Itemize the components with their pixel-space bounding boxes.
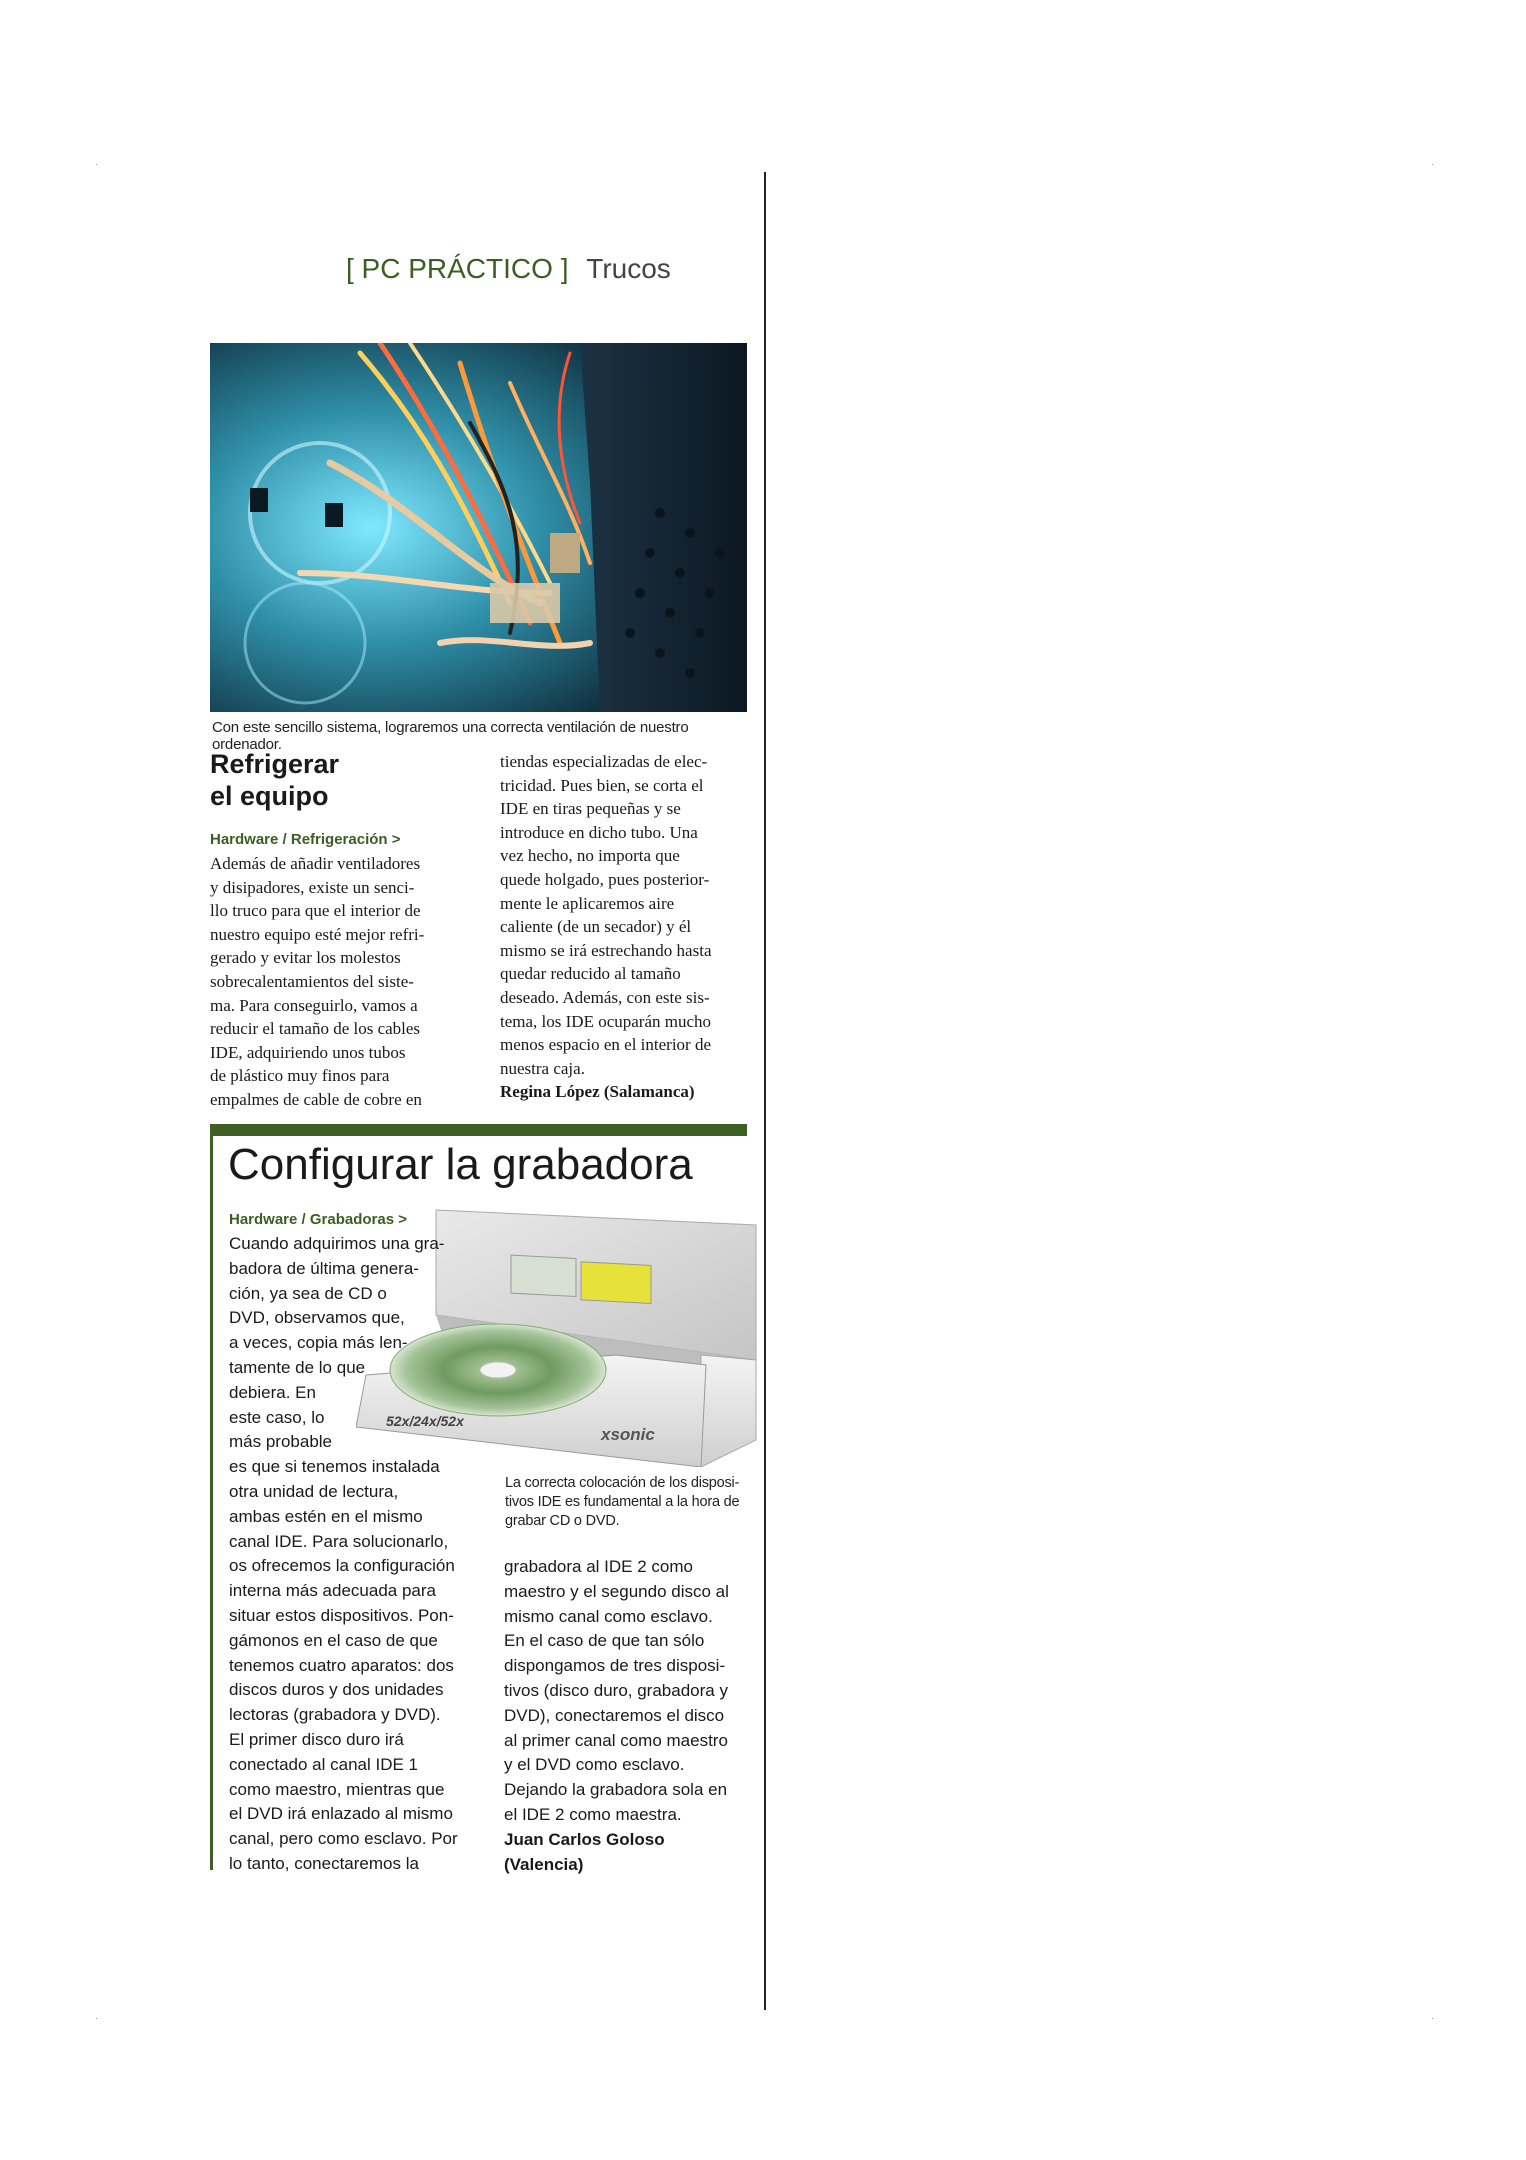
- text-line: tenemos cuatro aparatos: dos: [229, 1655, 454, 1675]
- text-line: Cuando adquirimos una gra-: [229, 1234, 445, 1253]
- caption-line: grabar CD o DVD.: [505, 1513, 620, 1529]
- text-line: tricidad. Pues bien, se corta el: [500, 775, 704, 795]
- drive-brand-label: xsonic: [601, 1425, 655, 1444]
- text-line: reducir el tamaño de los cables: [210, 1019, 421, 1039]
- text-line: empalmes de cable de cobre en: [210, 1089, 422, 1109]
- text-line: DVD, observamos que,: [229, 1308, 405, 1328]
- text-line: el DVD irá enlazado al mismo: [229, 1804, 453, 1824]
- section-header: [346, 253, 671, 285]
- article-kicker: Hardware / Refrigeración >: [210, 831, 401, 848]
- article-author: Regina López (Salamanca): [500, 1082, 695, 1102]
- photo-caption: Con este sencillo sistema, lograremos una correcta ventilación de nuestro ordenador.: [212, 719, 689, 753]
- text-line: menos espacio en el interior de: [500, 1035, 712, 1055]
- article-title-line: Refrigerar: [210, 749, 340, 779]
- pc-interior-photo: [210, 343, 747, 712]
- text-line: gerado y evitar los molestos: [210, 948, 401, 968]
- article-author: (Valencia): [504, 1854, 584, 1874]
- text-line: canal IDE. Para solucionarlo,: [229, 1531, 449, 1551]
- text-line: situar estos dispositivos. Pon-: [229, 1605, 454, 1625]
- text-line: al primer canal como maestro: [504, 1730, 728, 1750]
- text-line: El primer disco duro irá: [229, 1729, 404, 1749]
- article-title-line: el equipo: [210, 781, 329, 811]
- text-line: mente le aplicaremos aire: [500, 893, 675, 913]
- text-line: quede holgado, pues posterior-: [500, 869, 710, 889]
- text-line: gámonos en el caso de que: [229, 1630, 438, 1650]
- text-line: ambas estén en el mismo: [229, 1506, 423, 1526]
- article-body-column-2: [504, 1555, 754, 1877]
- text-line: el IDE 2 como maestra.: [504, 1804, 682, 1824]
- text-line: lo tanto, conectaremos la: [229, 1853, 419, 1873]
- section-label: [ PC PRÁCTICO ]: [346, 253, 569, 284]
- text-line: badora de última genera-: [229, 1258, 419, 1278]
- text-line: canal, pero como esclavo. Por: [229, 1829, 458, 1849]
- text-line: tema, los IDE ocuparán mucho: [500, 1011, 712, 1031]
- text-line: discos duros y dos unidades: [229, 1680, 444, 1700]
- caption-line: tivos IDE es fundamental a la hora de: [505, 1494, 740, 1510]
- text-line: sobrecalentamientos del siste-: [210, 971, 414, 991]
- text-line: es que si tenemos instalada: [229, 1457, 440, 1477]
- text-line: quedar reducido al tamaño: [500, 964, 681, 984]
- text-line: maestro y el segundo disco al: [504, 1581, 729, 1601]
- text-line: Además de añadir ventiladores: [210, 854, 421, 873]
- text-line: introduce en dicho tubo. Una: [500, 822, 698, 842]
- text-line: llo truco para que el interior de: [210, 901, 421, 921]
- text-line: y el DVD como esclavo.: [504, 1755, 685, 1775]
- topic-label: Trucos: [586, 253, 671, 284]
- article-body-column-1: [210, 852, 462, 1112]
- text-line: tiendas especializadas de elec-: [500, 752, 708, 771]
- article-author: Juan Carlos Goloso: [504, 1829, 665, 1849]
- text-line: y disipadores, existe un senci-: [210, 877, 415, 897]
- crop-mark: [96, 2018, 97, 2019]
- article-kicker: Hardware / Grabadoras >: [229, 1211, 407, 1228]
- text-line: deseado. Además, con este sis-: [500, 987, 710, 1007]
- article-left-rule: [210, 1136, 213, 1870]
- text-line: DVD), conectaremos el disco: [504, 1705, 725, 1725]
- text-line: otra unidad de lectura,: [229, 1481, 399, 1501]
- text-line: conectado al canal IDE 1: [229, 1754, 419, 1774]
- crop-mark: [96, 164, 97, 165]
- text-line: En el caso de que tan sólo: [504, 1631, 705, 1651]
- crop-mark: [1432, 2018, 1433, 2019]
- text-line: debiera. En: [229, 1382, 316, 1402]
- text-line: tamente de lo que: [229, 1357, 366, 1377]
- page-divider-line: [764, 172, 766, 2010]
- crop-mark: [1432, 164, 1433, 165]
- text-line: lectoras (grabadora y DVD).: [229, 1705, 441, 1725]
- text-line: grabadora al IDE 2 como: [504, 1557, 693, 1576]
- text-line: os ofrecemos la configuración: [229, 1556, 455, 1576]
- drive-speed-label: 52x/24x/52x: [386, 1413, 464, 1429]
- article-body-column-1: [229, 1232, 479, 1877]
- text-line: Dejando la grabadora sola en: [504, 1780, 728, 1800]
- text-line: ma. Para conseguirlo, vamos a: [210, 995, 418, 1015]
- text-line: caliente (de un secador) y él: [500, 917, 692, 937]
- article-divider-bar: [210, 1124, 747, 1136]
- text-line: mismo canal como esclavo.: [504, 1606, 713, 1626]
- text-line: como maestro, mientras que: [229, 1779, 445, 1799]
- text-line: tivos (disco duro, grabadora y: [504, 1680, 728, 1700]
- text-line: de plástico muy finos para: [210, 1066, 390, 1086]
- text-line: más probable: [229, 1432, 333, 1452]
- text-line: ción, ya sea de CD o: [229, 1283, 387, 1303]
- text-line: nuestra caja.: [500, 1058, 585, 1078]
- text-line: interna más adecuada para: [229, 1581, 436, 1601]
- caption-line: La correcta colocación de los disposi-: [505, 1475, 740, 1491]
- text-line: a veces, copia más len-: [229, 1333, 408, 1353]
- text-line: IDE en tiras pequeñas y se: [500, 799, 681, 819]
- photo-caption: [505, 1474, 745, 1531]
- article-title: [210, 748, 339, 812]
- text-line: mismo se irá estrechando hasta: [500, 940, 712, 960]
- text-line: vez hecho, no importa que: [500, 846, 680, 866]
- text-line: IDE, adquiriendo unos tubos: [210, 1042, 406, 1062]
- text-line: este caso, lo: [229, 1407, 325, 1427]
- text-line: nuestro equipo esté mejor refri-: [210, 924, 425, 944]
- article-title: Configurar la grabadora: [228, 1140, 693, 1189]
- text-line: dispongamos de tres disposi-: [504, 1656, 726, 1676]
- article-body-column-2: [500, 750, 750, 1104]
